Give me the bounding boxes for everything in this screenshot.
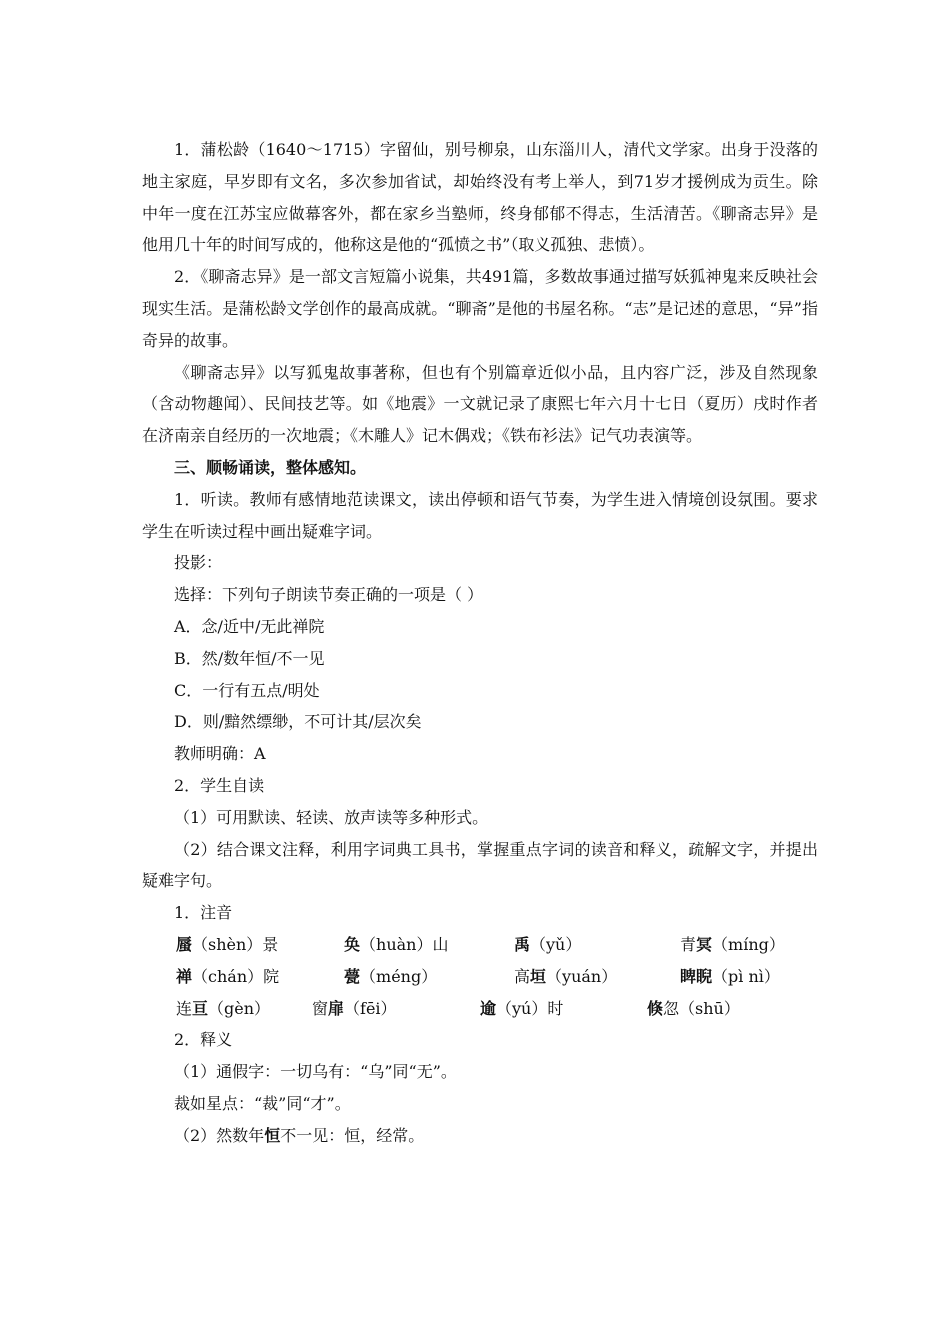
pinyin-entry: 倏忽（shū） [647,998,740,1018]
pinyin-entry: 高垣（yuán） [514,966,618,986]
pinyin-entry: 连亘（gèn） [176,998,271,1018]
pinyin-entry: 窗扉（fēi） [312,998,397,1018]
document-body [142,134,818,1152]
pinyin-entry: 甍（méng） [344,966,438,986]
pinyin-entry: 奂（huàn）山 [344,934,449,954]
pinyin-entry: 逾（yú）时 [480,998,564,1018]
intro-paragraph-2: 2．《聊斋志异》是一部文言短篇小说集，共491篇，多数故事通过描写妖狐神鬼来反映社会现实生活。是蒲松龄文学创作的最高成就。“聊斋”是他的书屋名称。“志”是记述的意思，“异”指奇异的故事。 [142,267,818,350]
meaning-item-2: （2）然数年恒不一见：恒，经常。 [174,1125,425,1145]
meaning-item-1b: 裁如星点：“裁”同“才”。 [174,1093,351,1113]
option-a: A．念/近中/无此禅院 [174,616,325,636]
pronunciation-title: 1．注音 [174,903,233,923]
self-read-item-2: （2）结合课文注释，利用字词典工具书，掌握重点字词的读音和释义，疏解文字，并提出疑难字句。 [142,839,818,891]
pinyin-entry: 禹（yǔ） [514,934,582,954]
meaning-item-1: （1）通假字：一切乌有：“乌”同“无”。 [174,1062,457,1082]
question-text: 选择：下列句子朗读节奏正确的一项是（ ） [174,585,484,605]
self-read-title: 2．学生自读 [174,775,265,795]
answer-text: 教师明确：A [174,744,266,764]
section-heading: 三、顺畅诵读，整体感知。 [174,457,367,477]
pinyin-row-1 [142,929,818,961]
pinyin-row-3 [142,993,818,1025]
option-b: B．然/数年恒/不一见 [174,648,325,668]
option-d: D．则/黯然缥缈，不可计其/层次矣 [174,712,422,732]
listen-paragraph: 1．听读。教师有感情地范读课文，读出停顿和语气节奏，为学生进入情境创设氛围。要求学生在听读过程中画出疑难字词。 [142,489,818,541]
projection-label: 投影： [174,553,223,573]
pinyin-entry: 青冥（míng） [680,934,785,954]
intro-paragraph-3: 《聊斋志异》以写狐鬼故事著称，但也有个别篇章近似小品，且内容广泛，涉及自然现象（含动物趣闻）、民间技艺等。如《地震》一文就记录了康熙七年六月十七日（夏历）戌时作者在济南亲自经历的一次地震；《木雕人》记木偶戏；《铁布衫法》记气功表演等。 [142,362,818,446]
pinyin-entry: 蜃（shèn）景 [176,934,279,954]
pinyin-row-2 [142,961,818,993]
self-read-item-1: （1）可用默读、轻读、放声读等多种形式。 [174,807,489,827]
intro-paragraph-1: 1．蒲松龄（1640～1715）字留仙，别号柳泉，山东淄川人，清代文学家。出身于没落的地主家庭，早岁即有文名，多次参加省试，却始终没有考上举人，到71岁才援例成为贡生。除中年一度在江苏宝应做幕客外，都在家乡当塾师，终身郁郁不得志，生活清苦。《聊斋志异》是他用几十年的时间写成的，他称这是他的“孤愤之书”（取义孤独、悲愤）。 [142,140,818,255]
pinyin-entry: 禅（chán）院 [176,966,280,986]
option-c: C．一行有五点/明处 [174,680,320,700]
pinyin-entry: 睥睨（pì nì） [680,966,780,986]
meaning-title: 2．释义 [174,1030,233,1050]
